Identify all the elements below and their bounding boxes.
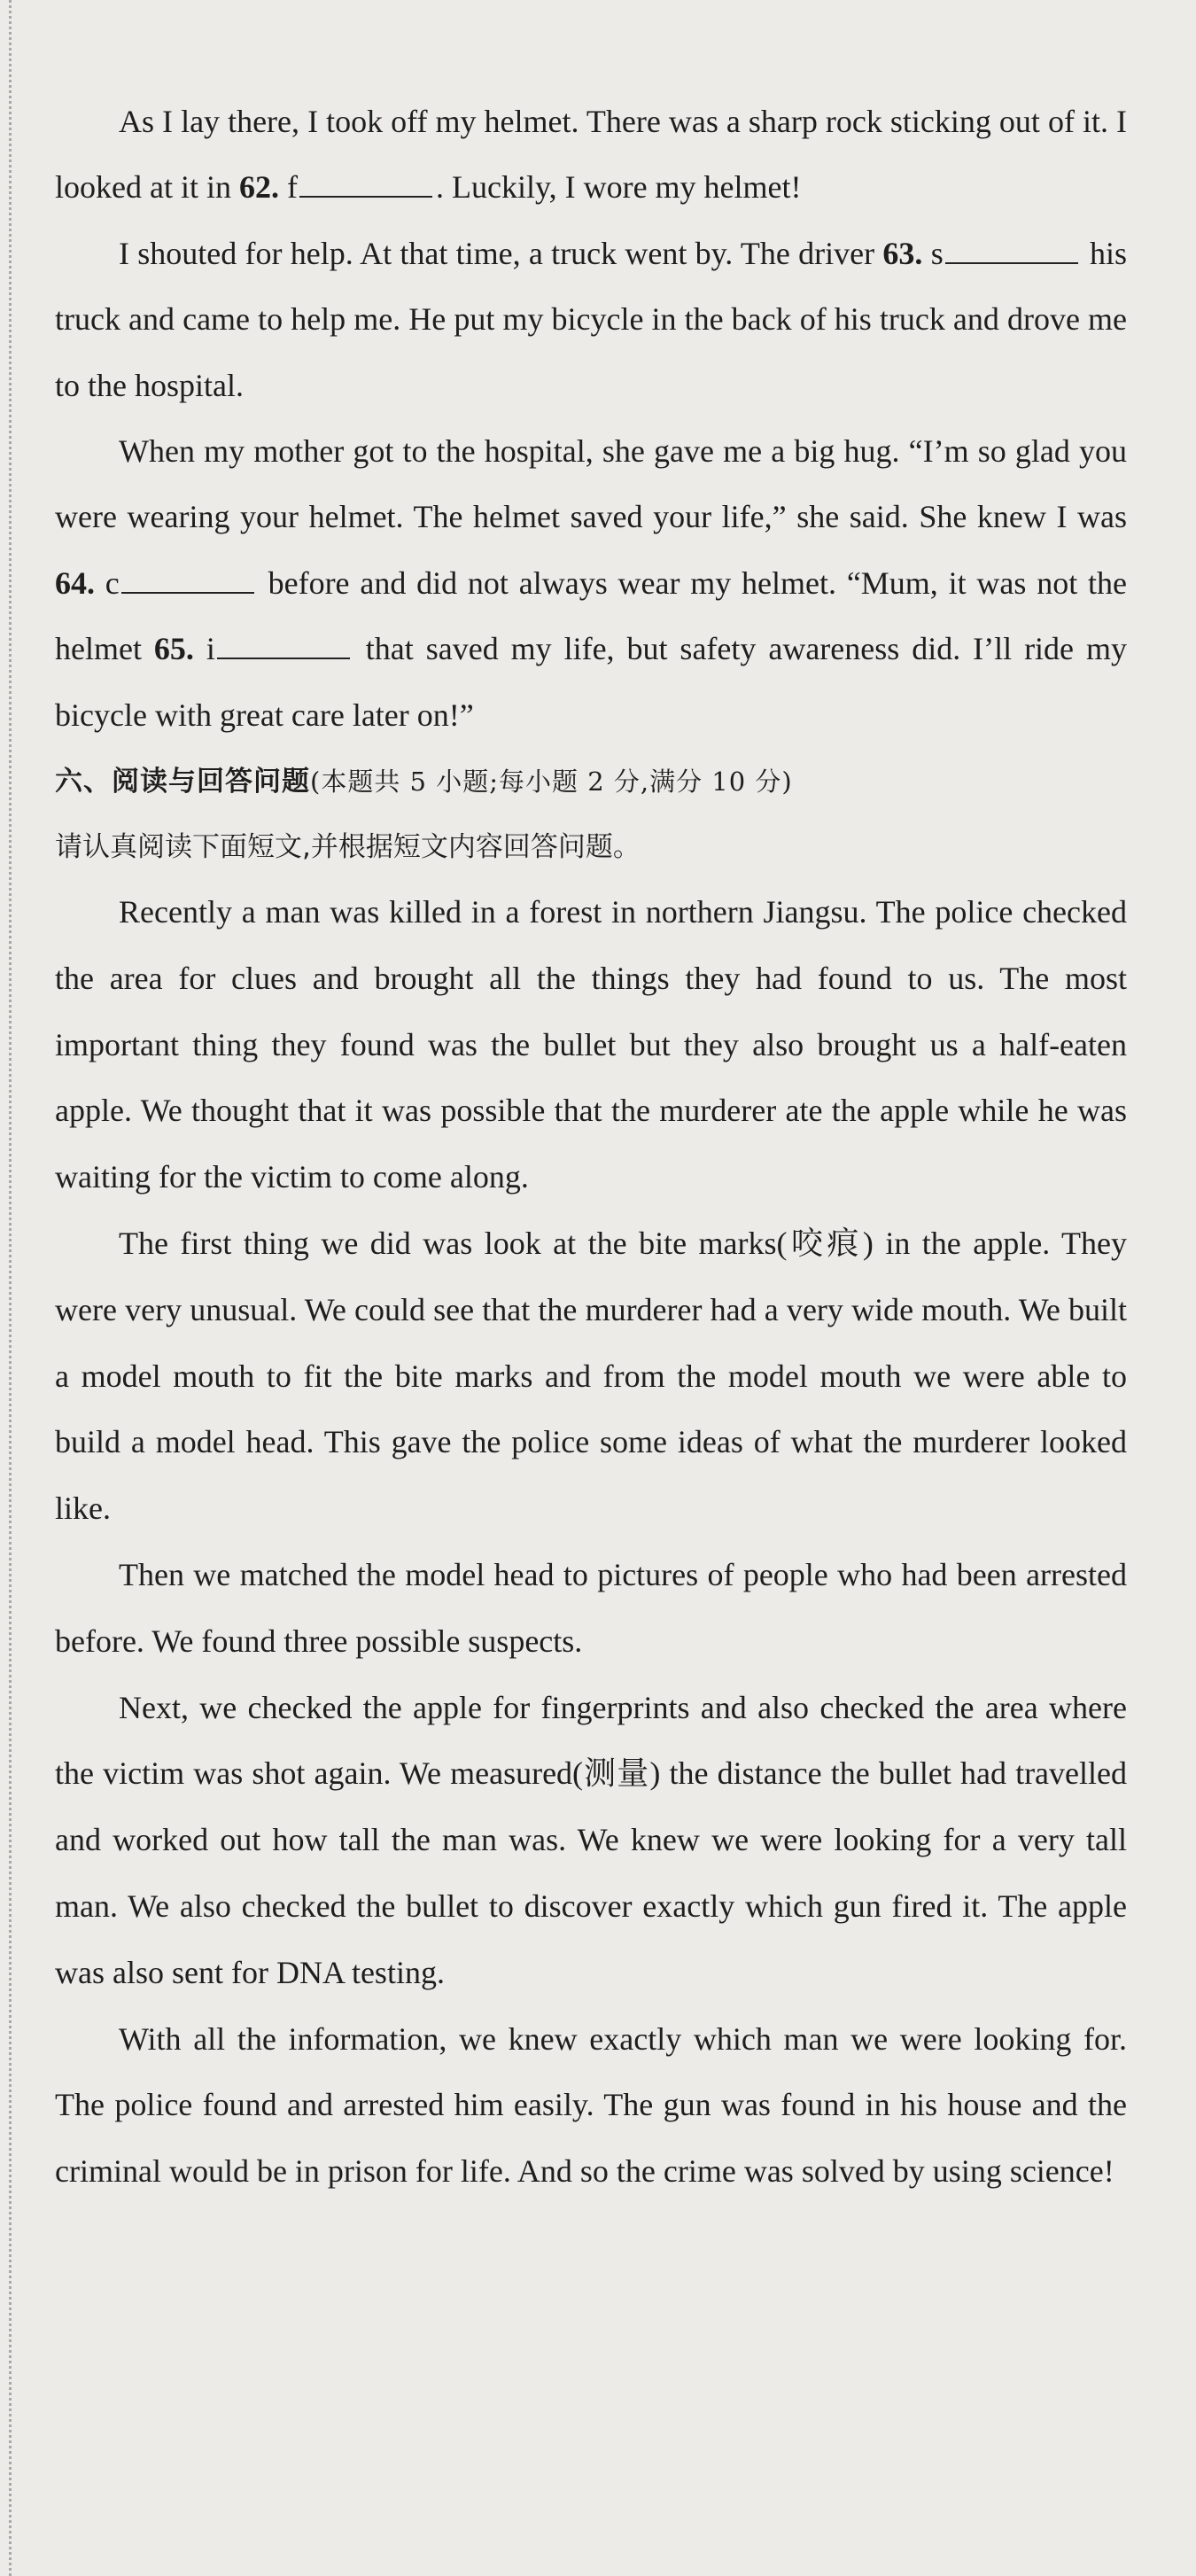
reading-paragraph-2: The first thing we did was look at the bite marks(咬痕) in the apple. They were very unusual. We could see that the murderer had a very wide mouth. We built a model mouth to fit the bite marks and from the model mouth we were able to build a model head. This gave the police some ideas of what the murderer looked like. [55,1226,1127,1527]
paragraph-text: before and did not always wear my helmet. “Mum, it was not the helmet [55,564,1127,667]
answer-blank-64[interactable] [121,567,254,594]
section-title: 六、阅读与回答问题 [55,766,310,798]
question-number-63: 63. [882,235,923,271]
section-instruction: 请认真阅读下面短文,并根据短文内容回答问题。 [55,831,641,864]
paragraph-text: I shouted for help. At that time, a truck went by. The driver [119,235,883,271]
cloze-paragraph-2 [55,221,1127,418]
page-edge-border [9,0,12,2576]
answer-blank-63[interactable] [945,237,1078,264]
reading-paragraph-4: Next, we checked the apple for fingerprints and also checked the area where the victim was shot again. We measured(测量) the distance the bullet had travelled and worked out how tall the man was. We knew we were looking for a very tall man. We also checked the bullet to discover exactly which gun fired it. The apple was also sent for DNA testing. [55,1689,1127,1990]
reading-paragraph-3: Then we matched the model head to pictures of people who had been arrested before. We found three possible suspects. [55,1557,1127,1659]
question-number-62: 62. [238,169,279,206]
question-number-64: 64. [55,564,95,601]
question-initial-letter: i [193,631,215,667]
question-initial-letter: f [278,169,298,206]
question-number-65: 65. [153,631,194,667]
reading-paragraph-1: Recently a man was killed in a forest in northern Jiangsu. The police checked the area for clues and brought all the things they had found to us. The most important thing they found was the bullet but they also brought us a half-eaten apple. We thought that it was possible that the murderer ate the apple while he was waiting for the victim to come along. [55,894,1127,1195]
reading-paragraph-5: With all the information, we knew exactly which man we were looking for. The police found and arrested him easily. The gun was found in his house and the criminal would be in prison for life. And so the crime was solved by using science! [55,2020,1127,2190]
answer-blank-62[interactable] [299,171,432,198]
paragraph-text: that saved my life, but safety awareness did. I’ll ride my bicycle with great care later on!” [55,631,1127,733]
paragraph-text: his truck and came to help me. He put my bicycle in the back of his truck and drove me to the hospital. [55,235,1128,403]
cloze-paragraph-1 [55,89,1127,221]
paragraph-text: . Luckily, I wore my helmet! [435,169,802,206]
worksheet-page [55,89,1127,2205]
answer-blank-65[interactable] [217,633,350,659]
question-initial-letter: c [95,564,120,601]
question-initial-letter: s [922,235,944,271]
section-heading [55,748,1127,815]
paragraph-text: When my mother got to the hospital, she gave me a big hug. “I’m so glad you were wearing your helmet. The helmet saved your life,” she said. She knew I was [55,433,1127,535]
cloze-paragraph-3 [55,418,1127,748]
section-scoring-note: (本题共 5 小题;每小题 2 分,满分 10 分) [310,767,793,798]
paragraph-text: As I lay there, I took off my helmet. There was a sharp rock sticking out of it. I looked at it in [55,104,1127,206]
